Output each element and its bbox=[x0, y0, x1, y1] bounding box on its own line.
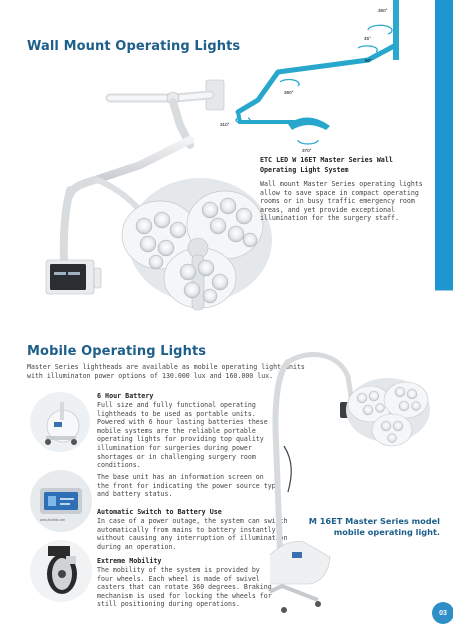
feature-3-text: In case of a power outage, the system can switch automatically from mains to battery instantly without causing any interruption of illumination during an operation. bbox=[97, 517, 288, 551]
rotation-label-2: 45° bbox=[364, 36, 371, 41]
page-number: 03 bbox=[432, 602, 453, 624]
wall-product-title: ETC LED W 16ET Master Series Wall Operating Light System bbox=[260, 156, 393, 174]
mobile-intro: Master Series lightheads are available as mobile operating light units with illuminaton power options of 130.000 lux and 160.000 lux. bbox=[27, 363, 305, 380]
mobile-model-caption: M 16ET Master Series model mobile operating light. bbox=[308, 516, 440, 537]
feature-4-text: The mobility of the system is provided by four wheels. Each wheel is made of swivel casters that can rotate 360 degrees. Braking mechanism is used for locking the wheels for still positioning during operations. bbox=[97, 566, 272, 609]
rotation-label-3: 50° bbox=[365, 58, 372, 63]
rotation-label-5: 310° bbox=[220, 122, 230, 127]
feature-4-heading: Extreme Mobility bbox=[97, 557, 162, 565]
mobile-section-title: Mobile Operating Lights bbox=[27, 344, 207, 359]
wall-product-description: Wall mount Master Series operating lights allow to save space in compact operating rooms or in busy traffic emergency room areas, and yet provide exceptional illumination for the surgery staff. bbox=[260, 180, 423, 223]
rotation-label-4: 360° bbox=[284, 90, 294, 95]
wall-light-illustration bbox=[40, 50, 280, 340]
rotation-label-1: 360° bbox=[378, 8, 388, 13]
screen-photo-caption: www.etchikis.com bbox=[40, 518, 66, 522]
rotation-label-6: 370° bbox=[302, 148, 312, 153]
side-accent-strip bbox=[435, 0, 453, 298]
feature-3-heading: Automatic Switch to Battery Use bbox=[97, 508, 222, 516]
side-strip-notch bbox=[435, 290, 453, 300]
feature-1-text: Full size and fully functional operating lightheads to be used as portable units. Powered with 6 hour lasting batteries these mobile systems are the reliable portable operating lights for providing top quality illumination for surgeries during power shortages or in challenging surgery room conditions. bbox=[97, 401, 268, 470]
wall-section-title: Wall Mount Operating Lights bbox=[27, 39, 241, 54]
battery-base-photo bbox=[30, 392, 90, 452]
feature-2-text: The base unit has an information screen on the front for indicating the power source type and battery status. bbox=[97, 473, 280, 499]
wheel-photo bbox=[30, 540, 92, 602]
info-screen-photo bbox=[30, 470, 92, 532]
feature-1-heading: 6 Hour Battery bbox=[97, 392, 154, 400]
mobile-light-illustration bbox=[270, 342, 435, 617]
